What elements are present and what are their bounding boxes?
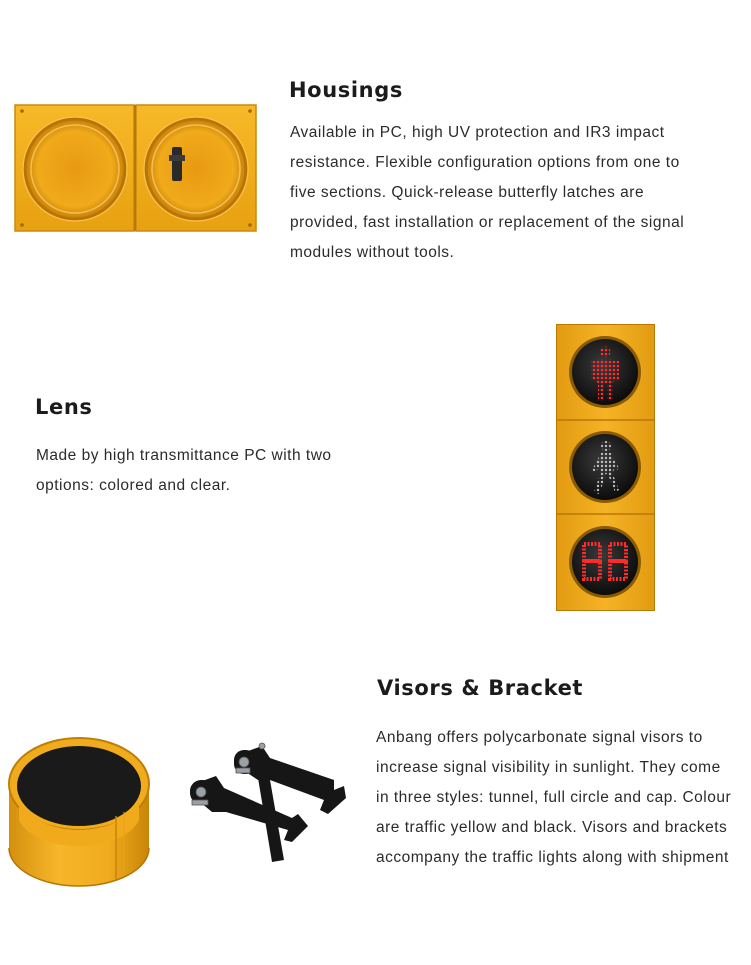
visor-image: [6, 720, 152, 890]
two-section-signal-housing-icon: [14, 101, 258, 236]
housings-title: Housings: [289, 78, 403, 102]
tunnel-visor-icon: [6, 720, 152, 890]
lens-description: Made by high transmittance PC with two options: colored and clear.: [36, 447, 332, 494]
housing-image: [14, 101, 258, 236]
visors-description: Anbang offers polycarbonate signal visors to increase signal visibility in sunlight. They come in three styles: tunnel, full circle and cap. Colour are traffic yellow and black. Visors and brackets accompany the traffic lights along with shipment: [376, 729, 732, 866]
lens-title: Lens: [35, 395, 93, 419]
housings-description: Available in PC, high UV protection and IR3 impact resistance. Flexible configuration options from one to five sections. Quick-release butterfly latches are provided, fast installation or replacement of the signal modules without tools.: [290, 124, 685, 261]
visors-title: Visors & Bracket: [377, 676, 584, 700]
bracket-image: [180, 742, 362, 866]
pedestrian-signal-image: [556, 324, 655, 611]
mounting-bracket-icon: [180, 742, 362, 866]
pedestrian-traffic-signal-icon: [556, 324, 655, 611]
